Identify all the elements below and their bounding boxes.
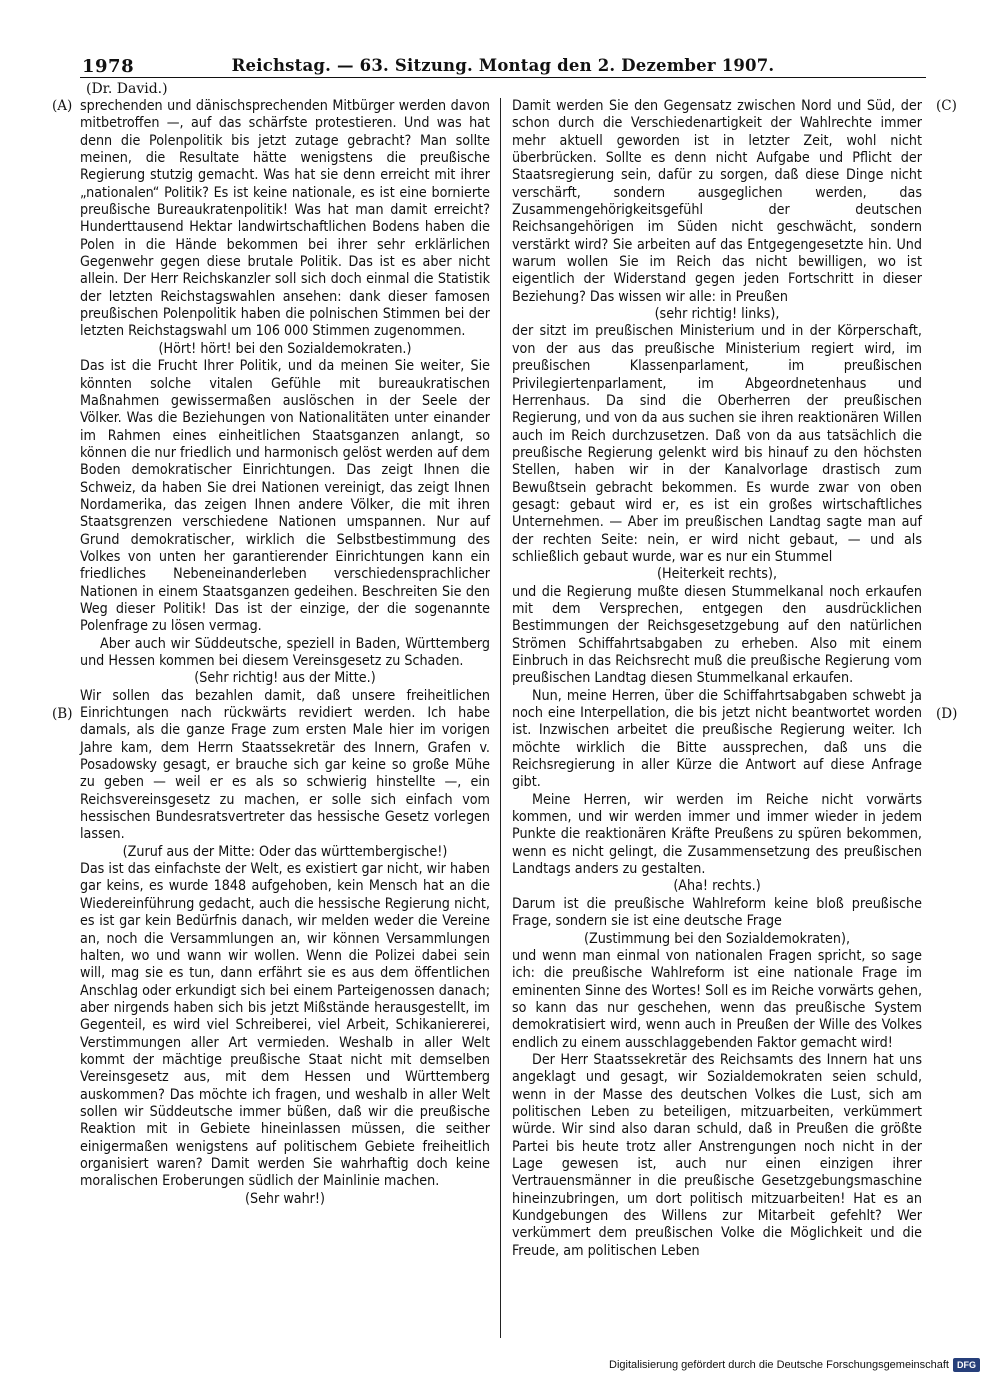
paragraph: und wenn man einmal von nationalen Fragen spricht, so sage ich: die preußische Wahlreform ist eine nationale Frage im eminenten Sinne des Wortes! Soll es im Reiche vorwärts gehen, so kann das nur geschehen, wenn das preußische System demokratisiert wird, wenn auch in Preußen der Wille des Volkes endlich zu einem ausschlaggebenden Faktor gemacht wird!	[512, 947, 927, 1051]
paragraph: Das ist das einfachste der Welt, es existiert gar nicht, wir haben gar keins, es wurde 1848 aufgehoben, kein Mensch hat an die Wiedereinführung gedacht, auch die hessische Regierung nicht, es ist gar kein Bedürfnis danach, wir melden weder die Vereine an, noch die Versammlungen an, wir können Versammlungen halten, wo und wann wir wollen. Wenn die Polizei dabei sein will, mag sie es tun, dann erfährt sie es aus dem öffentlichen Anschlag oder erkundigt sich bei einem Parteigenossen danach; aber nirgends haben sich bis jetzt Mißstände herausgestellt, im Gegenteil, es wird viel Schreiberei, viel Arbeit, Schikaniererei, Verstimmungen aller Art vermieden. Weshalb in aller Welt kommt der mächtige preußische Staat nicht mit demselben Vereinsgesetz aus, mit dem Hessen und Württemberg auskommen? Das möchte ich fragen, und weshalb in aller Welt sollen wir Süddeutsche immer büßen, daß wir die preußische Reaktion mit in Gebiete hineinlassen müssen, die seither einigermaßen wenigstens auf politischem Gebiete freiheitlich organisiert waren? Damit werden Sie wahrhaftig doch keine moralischen Eroberungen südlich der Mainlinie machen.	[80, 861, 495, 1190]
column-divider	[500, 98, 501, 1338]
paragraph: und die Regierung mußte diesen Stummelkanal noch erkaufen mit dem Versprechen, entgegen den ausdrücklichen Bestimmungen der Reichsgesetzgebung auf den natürlichen Strömen Schiffahrtsabgaben zu erheben. Also mit einem Einbruch in das Reichsrecht muß die preußische Regierung vom preußischen Landtag diesen Stummelkanal erkaufen.	[512, 583, 927, 687]
stage-direction: (Hört! hört! bei den Sozialdemokraten.)	[158, 340, 412, 357]
paragraph: Meine Herren, wir werden im Reiche nicht vorwärts kommen, und wir werden immer und immer wieder in jedem Punkte die reaktionären Kräfte Preußens zu spüren bekommen, wenn es nicht gelingt, die Zusammensetzung des preußischen Landtags anders zu gestalten.	[512, 791, 927, 878]
page-number: 1978	[82, 56, 135, 77]
margin-marker-b: (B)	[52, 706, 73, 722]
footer-credit	[609, 1358, 980, 1372]
stage-direction: (Heiterkeit rechts),	[656, 566, 777, 583]
paragraph: Nun, meine Herren, über die Schiffahrtsabgaben schwebt ja noch eine Interpellation, die bis jetzt nicht beantwortet worden ist. Inzwischen arbeitet die preußische Regierung weiter. Ich möchte wirklich die Bitte aussprechen, daß uns die Reichsregierung in aller Kürze die Antwort auf diese Anfrage gibt.	[512, 687, 927, 791]
right-column	[512, 98, 927, 1338]
margin-marker-c: (C)	[936, 98, 957, 114]
page-header	[80, 54, 926, 76]
paragraph: Aber auch wir Süddeutsche, speziell in Baden, Württemberg und Hessen kommen bei diesem Vereinsgesetz zu Schaden.	[80, 635, 495, 669]
paragraph: der sitzt im preußischen Ministerium und in der Körperschaft, von der aus das preußische Ministerium regiert wird, im preußischen Klassenparlament, im preußischen Privilegiertenparlament, im Abgeordnetenhaus und Herrenhaus. Da sind die Oberherren der preußischen Regierung, und von da aus suchen sie ihren reaktionären Willen auch im Reich durchzusetzen. Daß von da aus tatsächlich die preußische Regierung gelenkt wird bis hinauf zu den höchsten Stellen, haben wir in der Kanalvorlage drastisch zum Bewußtsein gebracht bekommen. Es wurde zwar von oben gesagt: gebaut wird er, es ist ein großes wirtschaftliches Unternehmen. — Aber im preußischen Landtag sagte man auf der rechten Seite: nein, er wird nicht gebaut, — und als schließlich gebaut wurde, war es nur ein Stummel	[512, 323, 927, 565]
margin-marker-a: (A)	[52, 98, 73, 114]
left-column	[80, 98, 495, 1338]
stage-direction: (Zuruf aus der Mitte: Oder das württembergische!)	[122, 843, 448, 860]
footer-text: Digitalisierung gefördert durch die Deutsche Forschungsgemeinschaft	[609, 1359, 949, 1371]
stage-direction: (Aha! rechts.)	[673, 878, 761, 895]
stage-direction: (Sehr richtig! aus der Mitte.)	[194, 670, 376, 687]
margin-marker-d: (D)	[936, 706, 958, 722]
paragraph: Der Herr Staatssekretär des Reichsamts des Innern hat uns angeklagt und gesagt, wir Sozialdemokraten seien schuld, wenn in der Masse des deutschen Volkes die Lust, sich am politischen Leben zu beteiligen, mitzuarbeiten, verkümmert würde. Wir sind also daran schuld, daß in Preußen die größte Partei bis heute trotz aller Anstrengungen noch nicht in der Lage gewesen ist, auch nur einen einzigen ihrer Vertrauensmänner in die preußische Gesetzgebungsmaschine hineinzubringen, um dort politisch mitzuarbeiten! Hat es an Kundgebungen des Willens zur Mitarbeit gefehlt? Wer verkümmert dem preußischen Volke die Möglichkeit und die Freude, am politischen Leben	[512, 1051, 927, 1259]
speaker-tag: (Dr. David.)	[86, 81, 168, 97]
header-rule	[80, 77, 926, 78]
stage-direction: (Zustimmung bei den Sozialdemokraten),	[583, 930, 851, 947]
paragraph: Wir sollen das bezahlen damit, daß unsere freiheitlichen Einrichtungen nach rückwärts revidiert werden. Ich habe damals, als die ganze Frage zum ersten Male hier im vorigen Jahre kam, dem Herrn Staatssekretär des Innern, Grafen v. Posadowsky gesagt, er brauche sich gar keine so große Mühe zu geben — weil er es als so schwierig hinstellte —, ein Reichsvereinsgesetz zu machen, er solle sich einfach vom hessischen Bundesratsvertreter das hessische Gesetz vorlegen lassen.	[80, 687, 495, 843]
paragraph: Darum ist die preußische Wahlreform keine bloß preußische Frage, sondern sie ist eine deutsche Frage	[512, 895, 927, 930]
paragraph: sprechenden und dänischsprechenden Mitbürger werden davon mitbetroffen —, auf das schärfste protestieren. Und was hat denn die Polenpolitik bis jetzt zutage gebracht? Man sollte meinen, die Resultate hätte wenigstens die preußische Regierung stutzig gemacht. Was hat sie denn erreicht mit ihrer „nationalen“ Politik? Es ist keine nationale, es ist eine bornierte preußische Bureaukratenpolitik! Was hat man damit erreicht? Hunderttausend Hektar landwirtschaftlichen Bodens haben die Polen in die Hände bekommen bei ihrer sehr erklärlichen Gegenwehr gegen diese brutale Politik. Das ist es aber nicht allein. Der Herr Reichskanzler soll sich doch einmal die Statistik der letzten Reichstagswahlen ansehen: dank dieser famosen preußischen Polenpolitik haben die polnischen Stimmen bei der letzten Reichstagswahl um 106 000 Stimmen zugenommen.	[80, 98, 495, 340]
paragraph: Das ist die Frucht Ihrer Politik, und da meinen Sie weiter, Sie könnten solche vitalen Gefühle mit bureaukratischen Maßnahmen gewissermaßen auslöschen in der Seele der Völker. Was die Beziehungen von Nationalitäten unter einander im Rahmen eines einheitlichen Staatsganzen anlangt, so können die nur friedlich und harmonisch gelöst werden auf dem Boden demokratischer Einrichtungen. Das zeigt Ihnen die Schweiz, da haben Sie drei Nationen vereinigt, das zeigt Ihnen Nordamerika, das zeigen Ihnen andere Völker, die mit ihren Staatsgrenzen verschiedene Nationen umspannen. Nur auf Grund demokratischer, wirklich die Selbstbestimmung des Volkes von unten her garantierender Einrichtungen kann ein friedliches Nebeneinanderleben verschiedensprachlicher Nationen in einem Staatsganzen gedeihen. Beschreiten Sie den Weg dieser Politik! Das ist der einzige, der die sogenannte Polenfrage zu lösen vermag.	[80, 358, 495, 635]
stage-direction: (Sehr wahr!)	[244, 1190, 326, 1207]
running-head: Reichstag. — 63. Sitzung. Montag den 2. Dezember 1907.	[231, 56, 775, 75]
paragraph: Damit werden Sie den Gegensatz zwischen Nord und Süd, der schon durch die Verschiedenartigkeit der Wahlrechte immer mehr aktuell geworden ist in letzter Zeit, wohl nicht überbrücken. Sollte es denn nicht Aufgabe und Pflicht der Staatsregierung sein, dafür zu sorgen, daß diese Dinge nicht verschärft, sondern ausgeglichen werden, das Zusammengehörigkeitsgefühl der deutschen Reichsangehörigen im Süden nicht geschwächt, sondern verstärkt wird? Sie arbeiten auf das Entgegengesetzte hin. Und warum wollen Sie im Reich das nicht bewilligen, wo ist eigentlich der Widerstand gegen jeden Fortschritt in dieser Beziehung? Das wissen wir alle: in Preußen	[512, 98, 927, 305]
dfg-logo: DFG	[953, 1358, 980, 1372]
stage-direction: (sehr richtig! links),	[654, 306, 780, 323]
